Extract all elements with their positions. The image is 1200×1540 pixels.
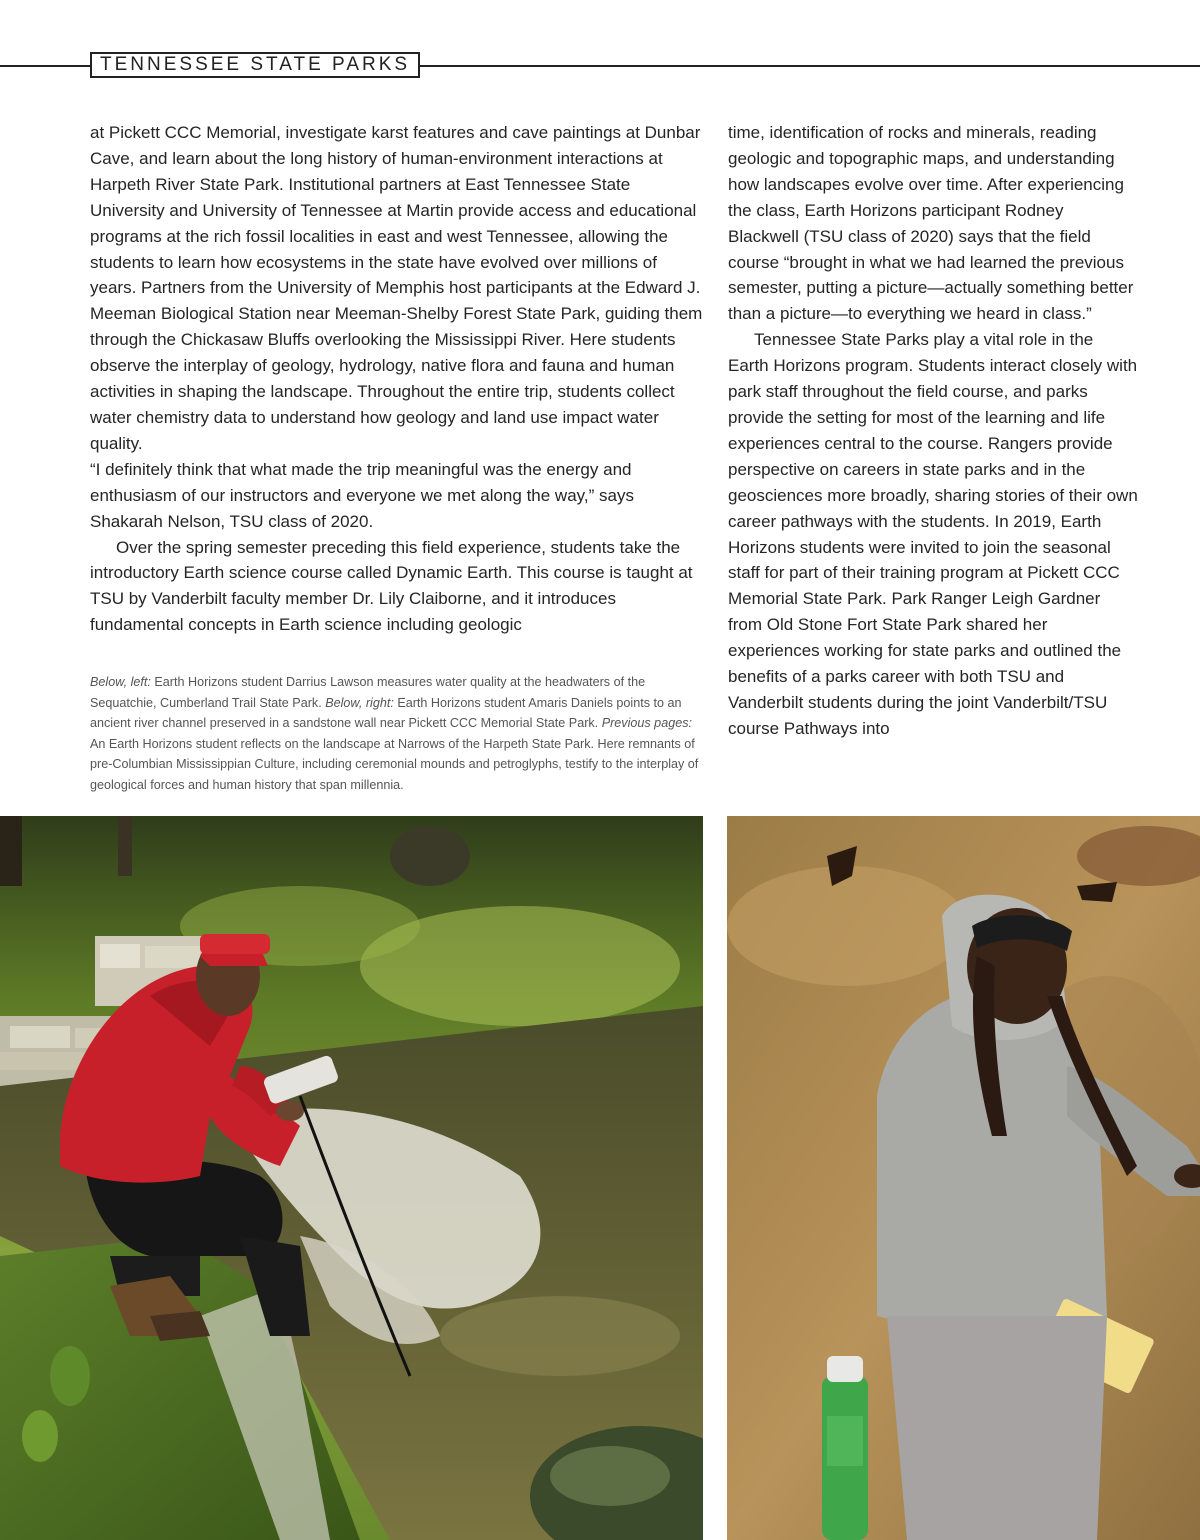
right-paragraph-1: time, identification of rocks and minerals, reading geologic and topographic maps, and understanding how landscapes evolve over time. After experiencing the class, Earth Horizons participant Rodney Blackwell (TSU class of 2020) says that the field course “brought in what we had learned the previous semester, putting a picture—actually something better than a picture—to everything we heard in class.”: [728, 123, 1134, 324]
section-header-label: TENNESSEE STATE PARKS: [100, 54, 411, 75]
caption-text-left: Earth Horizons student Darrius Lawson measures water quality at the headwaters of the Sequatchie, Cumberland Trail State Park.: [90, 675, 646, 710]
photo-water-quality: [0, 816, 703, 1540]
caption-text-right: Earth Horizons student Amaris Daniels points to an ancient river channel preserved in a sandstone wall near Pickett CCC Memorial State Park.: [90, 695, 682, 730]
left-paragraph-quote: “I definitely think that what made the trip meaningful was the energy and enthusiasm of our instructors and everyone we met along the way,” says Shakarah Nelson, TSU class of 2020.: [90, 459, 634, 531]
caption-lead-left: Below, left:: [90, 675, 151, 689]
section-header: [90, 52, 420, 78]
left-paragraph-3: Over the spring semester preceding this field experience, students take the introductory Earth science course called Dynamic Earth. This course is taught at TSU by Vanderbilt faculty member Dr. Lily Claiborne, and it introduces fundamental concepts in Earth science including geologic: [90, 537, 693, 635]
photo-sandstone-wall-illustration: [727, 816, 1200, 1540]
left-paragraph-1: at Pickett CCC Memorial, investigate karst features and cave paintings at Dunbar Cave, and learn about the long history of human-environment interactions at Harpeth River State Park. Institutional partners at East Tennessee State University and University of Tennessee at Martin provide access and educational programs at the rich fossil localities in east and west Tennessee, allowing the students to learn how ecosystems in the state have evolved over millions of years. Partners from the University of Memphis host participants at the Edward J. Meeman Biological Station near Meeman-Shelby Forest State Park, guiding them through the Chickasaw Bluffs overlooking the Mississippi River. Here students observe the interplay of geology, hydrology, native flora and fauna and human activities in shaping the landscape. Throughout the entire trip, students collect water chemistry data to understand how geology and land use impact water quality.: [90, 123, 703, 453]
left-text-column: [90, 120, 706, 638]
right-paragraph-2: Tennessee State Parks play a vital role in the Earth Horizons program. Students interact closely with park staff throughout the field course, and parks provide the setting for most of the learning and life experiences central to the course. Rangers provide perspective on careers in state parks and in the geosciences more broadly, sharing stories of their own career pathways with the students. In 2019, Earth Horizons students were invited to join the seasonal staff for part of their training program at Pickett CCC Memorial State Park. Park Ranger Leigh Gardner from Old Stone Fort State Park shared her experiences working for state parks and outlined the benefits of a parks career with both TSU and Vanderbilt students during the joint Vanderbilt/TSU course Pathways into: [728, 330, 1138, 738]
caption-lead-right: Below, right:: [325, 695, 394, 710]
caption-lead-previous: Previous pages:: [601, 716, 692, 730]
photo-sandstone-wall: [727, 816, 1200, 1540]
photo-caption: [90, 672, 706, 795]
caption-text-previous: An Earth Horizons student reflects on the landscape at Narrows of the Harpeth State Park. Here remnants of pre-Columbian Mississippian Culture, including ceremonial mounds and petroglyphs, testify to the interplay of geological forces and human history that span millennia.: [90, 736, 699, 792]
right-text-column: [728, 120, 1138, 742]
photo-water-quality-illustration: [0, 816, 703, 1540]
